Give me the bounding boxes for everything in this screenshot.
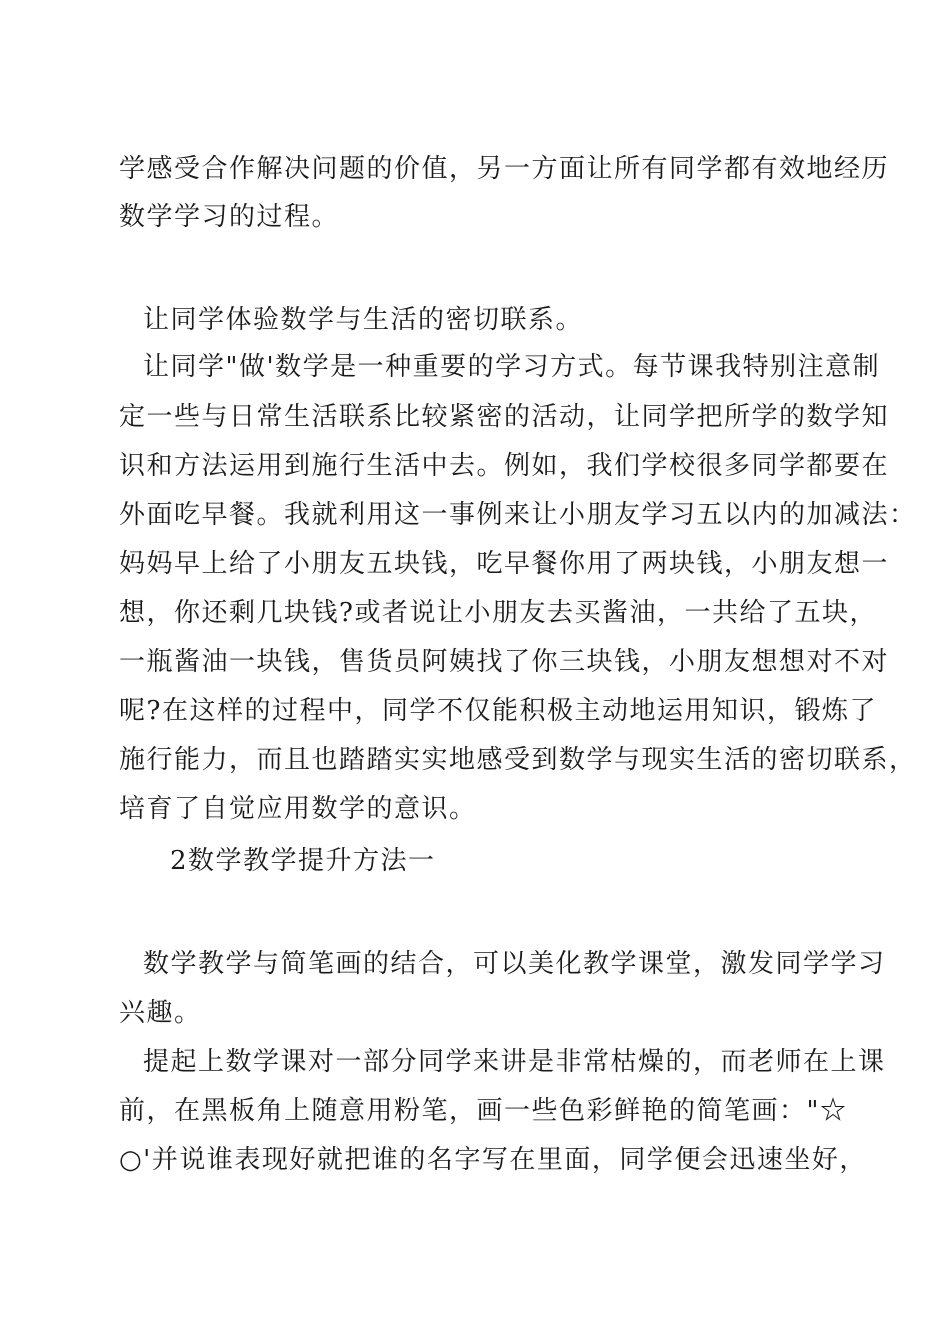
text-line: 识和方法运用到施行生活中去。例如，我们学校很多同学都要在	[119, 451, 890, 481]
text-line: 兴趣。	[119, 998, 202, 1028]
paragraph-heading: 数学教学与简笔画的结合，可以美化教学课堂，激发同学学习	[143, 949, 886, 979]
text-line: 数学学习的过程。	[119, 202, 340, 232]
text-line: 妈妈早上给了小朋友五块钱，吃早餐你用了两块钱，小朋友想一	[119, 549, 890, 579]
text-line: 让同学"做'数学是一种重要的学习方式。每节课我特别注意制	[143, 352, 881, 382]
text-line: 施行能力，而且也踏踏实实地感受到数学与现实生活的密切联系，	[119, 745, 917, 775]
text-line: 前，在黑板角上随意用粉笔，画一些色彩鲜艳的简笔画："☆	[119, 1096, 848, 1126]
text-line: 定一些与日常生活联系比较紧密的活动，让同学把所学的数学知	[119, 402, 890, 432]
text-line: 提起上数学课对一部分同学来讲是非常枯燥的，而老师在上课	[143, 1047, 886, 1077]
section-heading: 2数学教学提升方法一	[170, 846, 436, 876]
text-line: 呢?在这样的过程中，同学不仅能积极主动地运用知识，锻炼了	[119, 696, 877, 726]
text-line: 培育了自觉应用数学的意识。	[119, 794, 477, 824]
text-line: 一瓶酱油一块钱，售货员阿姨找了你三块钱，小朋友想想对不对	[119, 647, 890, 677]
text-line: 想，你还剩几块钱?或者说让小朋友去买酱油，一共给了五块，	[119, 598, 877, 628]
text-line: ○'并说谁表现好就把谁的名字写在里面，同学便会迅速坐好，	[119, 1145, 867, 1175]
text-line: 外面吃早餐。我就利用这一事例来让小朋友学习五以内的加减法：	[119, 500, 917, 530]
paragraph-heading: 让同学体验数学与生活的密切联系。	[143, 305, 584, 335]
text-line: 学感受合作解决问题的价值，另一方面让所有同学都有效地经历	[119, 154, 890, 184]
